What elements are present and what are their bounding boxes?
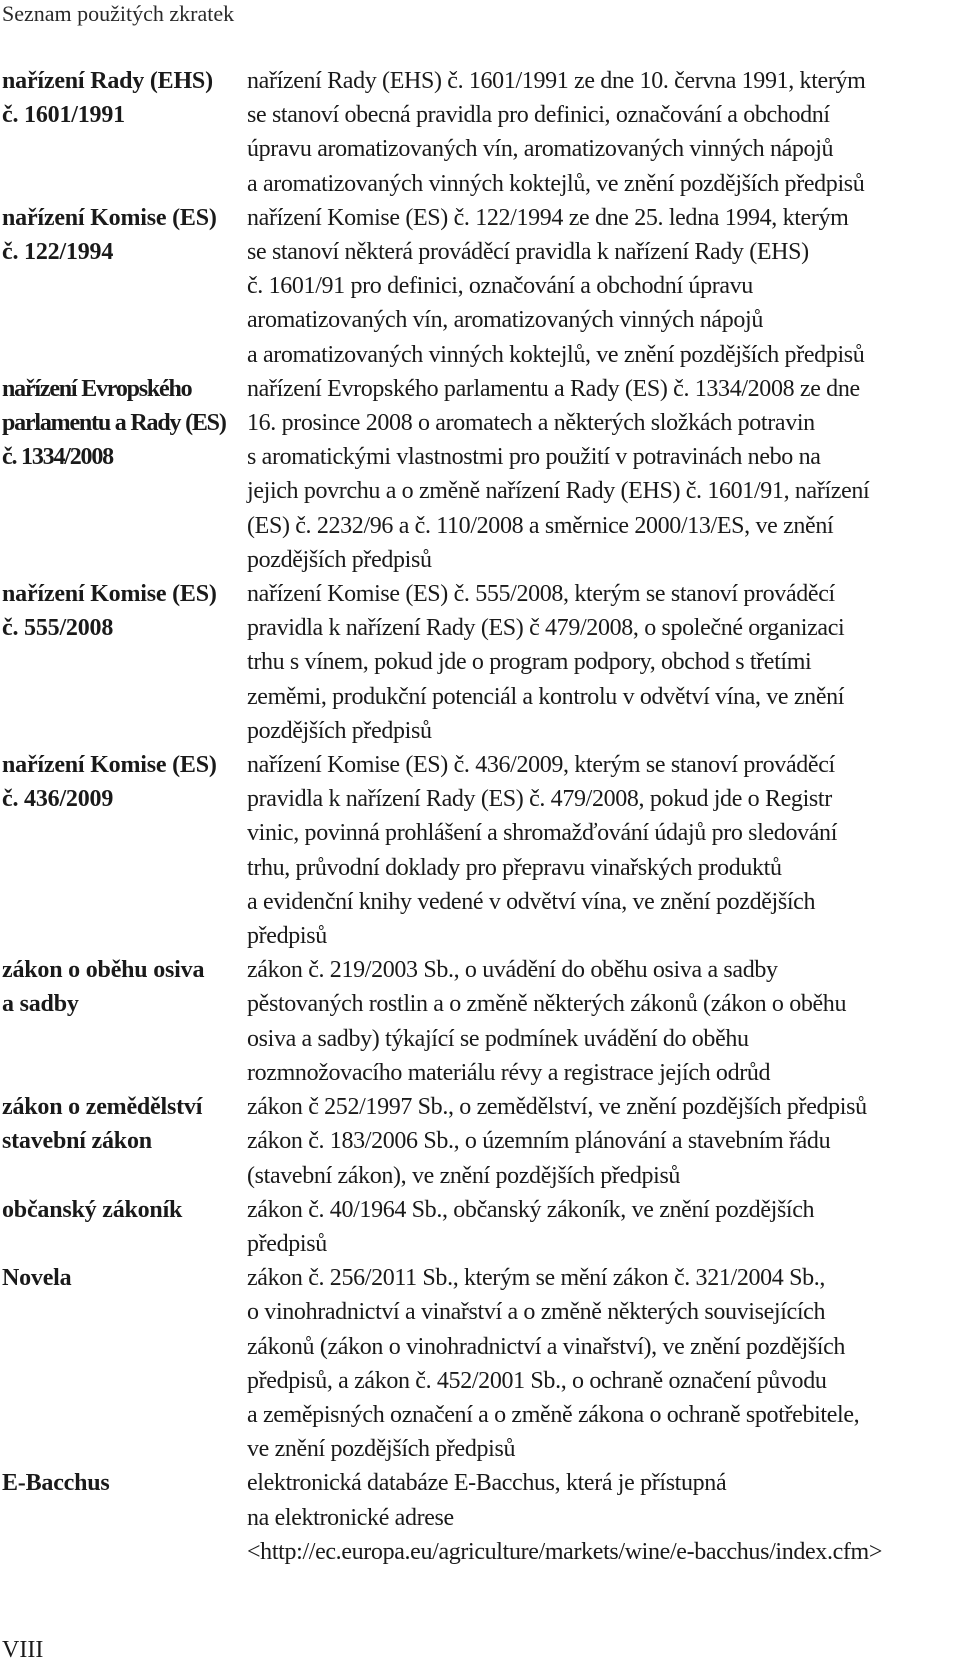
abbreviation-list — [0, 64, 960, 1569]
entry-definition: nařízení Evropského parlamentu a Rady (ES) č. 1334/2008 ze dne 16. prosince 2008 o aromatech a některých složkách potravin s aromatickými vlastnostmi pro použití v potravinách nebo na jejich povrchu a o změně nařízení Rady (EHS) č. 1601/91, nařízení (ES) č. 2232/96 a č. 110/2008 a směrnice 2000/13/ES, ve znění pozdějších předpisů — [247, 375, 870, 573]
entry-regulation-555-2008 — [0, 577, 960, 748]
entry-civil-code — [0, 1193, 960, 1261]
entry-term: stavební zákon — [2, 1128, 152, 1155]
entry-e-bacchus — [0, 1466, 960, 1569]
page-number: VIII — [2, 1637, 44, 1663]
entry-seed-act — [0, 953, 960, 1090]
entry-term: nařízení Komise (ES) č. 436/2009 — [2, 752, 217, 813]
entry-term: zákon o zemědělství — [2, 1094, 203, 1121]
running-head: Seznam použitých zkratek — [2, 1, 235, 26]
entry-term: Novela — [2, 1265, 72, 1292]
entry-definition: zákon č 252/1997 Sb., o zemědělství, ve znění pozdějších předpisů — [247, 1094, 867, 1121]
entry-definition: zákon č. 183/2006 Sb., o územním plánování a stavebním řádu (stavební zákon), ve znění pozdějších předpisů — [247, 1128, 831, 1189]
entry-definition: nařízení Rady (EHS) č. 1601/1991 ze dne 10. června 1991, kterým se stanoví obecná pravidla pro definici, označování a obchodní úpravu aromatizovaných vín, aromatizovaných vinných nápojů a aromatizovaných vinných koktejlů, ve znění pozdějších předpisů — [247, 68, 866, 197]
entry-term: nařízení Komise (ES) č. 555/2008 — [2, 581, 217, 642]
entry-building-act — [0, 1124, 960, 1192]
entry-regulation-436-2009 — [0, 748, 960, 953]
entry-agriculture-act — [0, 1090, 960, 1124]
entry-term: zákon o oběhu osiva a sadby — [2, 957, 205, 1018]
entry-amendment — [0, 1261, 960, 1466]
entry-definition: zákon č. 219/2003 Sb., o uvádění do oběhu osiva a sadby pěstovaných rostlin a o změně některých zákonů (zákon o oběhu osiva a sadby) týkající se podmínek uvádění do oběhu rozmnožovacího materiálu révy a registrace jejích odrůd — [247, 957, 847, 1086]
entry-term: E-Bacchus — [2, 1470, 110, 1497]
entry-term: nařízení Evropského parlamentu a Rady (ES) č. 1334/2008 — [2, 375, 226, 471]
entry-regulation-122-1994 — [0, 201, 960, 372]
entry-term: nařízení Rady (EHS) č. 1601/1991 — [2, 68, 213, 129]
entry-term: nařízení Komise (ES) č. 122/1994 — [2, 204, 217, 266]
entry-term: občanský zákoník — [2, 1196, 183, 1223]
entry-definition: zákon č. 40/1964 Sb., občanský zákoník, ve znění pozdějších předpisů — [247, 1196, 815, 1257]
entry-definition: zákon č. 256/2011 Sb., kterým se mění zákon č. 321/2004 Sb., o vinohradnictví a vinařství a o změně některých souvisejících zákonů (zákon o vinohradnictví a vinařství), ve znění pozdějších předpisů, a zákon č. 452/2001 Sb., o ochraně označení původu a zeměpisných označení a o změně zákona o ochraně spotřebitele, ve znění pozdějších předpisů — [247, 1265, 860, 1463]
entry-definition: nařízení Komise (ES) č. 555/2008, kterým se stanoví prováděcí pravidla k nařízení Rady (ES) č 479/2008, o společné organizaci trhu s vínem, pokud jde o program podpory, obchod s třetími zeměmi, produkční potenciál a kontrolu v odvětví vína, ve znění pozdějších předpisů — [247, 581, 845, 744]
entry-regulation-1601-1991 — [0, 64, 960, 201]
entry-regulation-1334-2008 — [0, 372, 960, 577]
entry-definition: nařízení Komise (ES) č. 122/1994 ze dne 25. ledna 1994, kterým se stanoví některá prováděcí pravidla k nařízení Rady (EHS) č. 1601/91 pro definici, označování a obchodní úpravu aromatizovaných vín, aromatizovaných vinných nápojů a aromatizovaných vinných koktejlů, ve znění pozdějších předpisů — [247, 204, 865, 368]
entry-definition: nařízení Komise (ES) č. 436/2009, kterým se stanoví prováděcí pravidla k nařízení Rady (ES) č. 479/2008, pokud jde o Registr vinic, povinná prohlášení a shromažďování údajů pro sledování trhu, průvodní doklady pro přepravu vinařských produktů a evidenční knihy vedené v odvětví vína, ve znění pozdějších předpisů — [247, 752, 838, 950]
entry-definition: elektronická databáze E-Bacchus, která je přístupná na elektronické adrese <http://ec.europa.eu/agriculture/markets/wine/e-bacchus/index.cfm> — [247, 1470, 883, 1565]
